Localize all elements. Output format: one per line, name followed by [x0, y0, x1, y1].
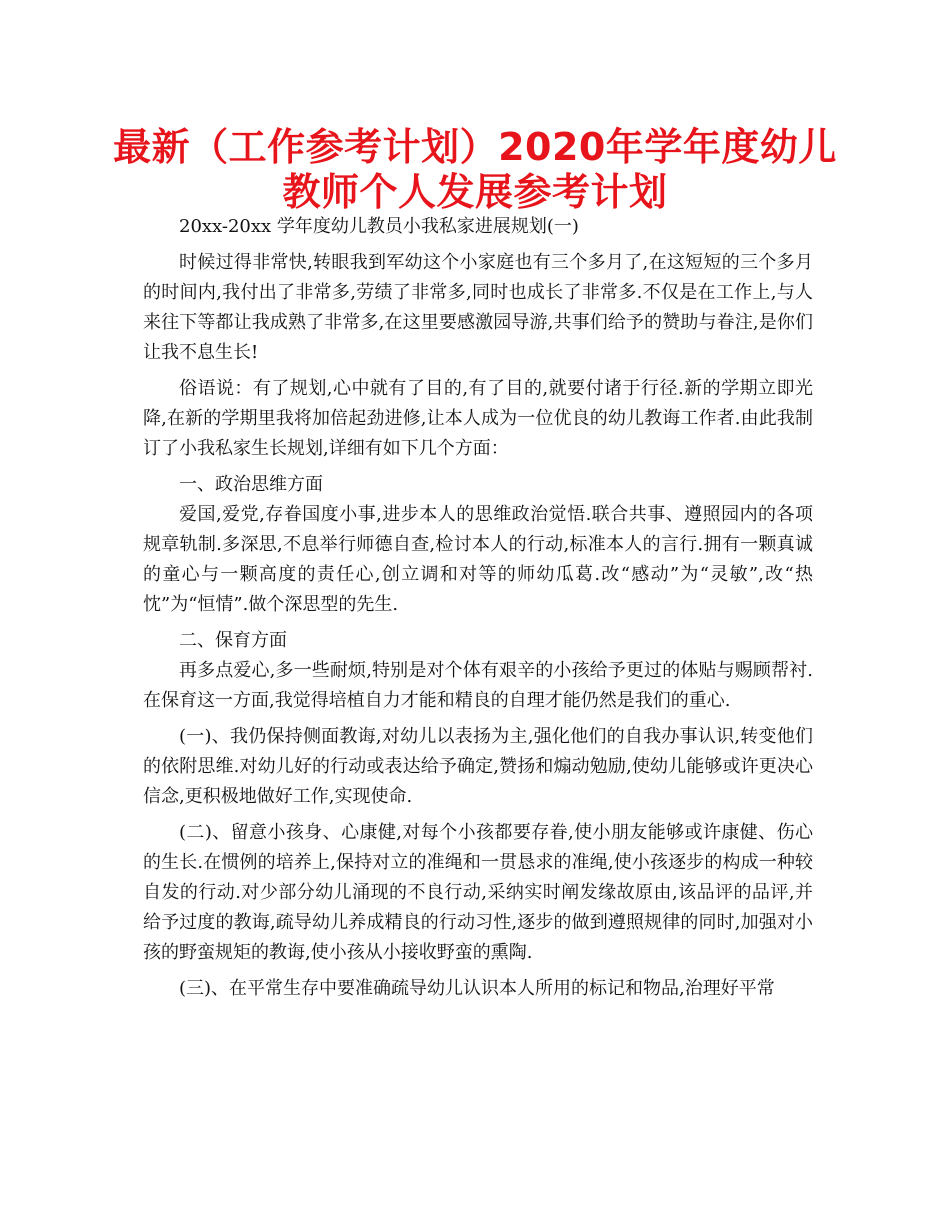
paragraph-intro: 时候过得非常快,转眼我到军幼这个小家庭也有三个多月了,在这短短的三个多月的时间内,我付出了非常多,劳绩了非常多,同时也成长了非常多.不仅是在工作上,与人来往下等都让我成熟了非常多,在这里要感激园导游,共事们给予的赞助与眷注,是你们让我不息生长! [143, 252, 813, 363]
document-title-line-2: 教师个人发展参考计划 [282, 170, 668, 214]
paragraph-care-item-3: (三)、在平常生存中要准确疏导幼儿认识本人所用的标记和物品,治理好平常 [179, 978, 775, 999]
paragraph-care: 再多点爱心,多一些耐烦,特别是对个体有艰辛的小孩给予更过的体贴与赐顾帮衬.在保育这一方面,我觉得培植自力才能和精良的自理才能仍然是我们的重心. [143, 660, 813, 711]
paragraph-politics: 爱国,爱党,存眷国度小事,进步本人的思维政治觉悟.联合共事、遵照园内的各项规章轨制.多深思,不息举行师德自查,检讨本人的行动,标准本人的言行.拥有一颗真诚的童心与一颗高度的责任心,创立调和对等的师幼瓜葛.改“感动”为“灵敏”,改“热忱”为“恒情”.做个深思型的先生. [143, 504, 813, 615]
section-heading-care: 二、保育方面 [179, 630, 287, 651]
document-body [143, 212, 813, 1004]
document-subtitle: 20xx-20xx 学年度幼儿教员小我私家进展规划(一) [179, 216, 579, 237]
paragraph-care-item-1: (一)、我仍保持侧面教诲,对幼儿以表扬为主,强化他们的自我办事认识,转变他们的依附思维.对幼儿好的行动或表达给予确定,赞扬和煽动勉励,使幼儿能够或许更决心信念,更积极地做好工作,实现使命. [143, 726, 813, 807]
paragraph-care-item-2: (二)、留意小孩身、心康健,对每个小孩都要存眷,使小朋友能够或许康健、伤心的生长.在惯例的培养上,保持对立的准绳和一贯恳求的准绳,使小孩逐步的构成一种较自发的行动.对少部分幼儿涌现的不良行动,采纳实时阐发缘故原由,该品评的品评,并给予过度的教诲,疏导幼儿养成精良的行动习性,逐步的做到遵照规律的同时,加强对小孩的野蛮规矩的教诲,使小孩从小接收野蛮的熏陶. [143, 822, 813, 963]
paragraph-proverb: 俗语说：有了规划,心中就有了目的,有了目的,就要付诸于行径.新的学期立即光降,在新的学期里我将加倍起劲进修,让本人成为一位优良的幼儿教诲工作者.由此我制订了小我私家生长规划,详细有如下几个方面： [143, 378, 813, 459]
section-heading-politics: 一、政治思维方面 [179, 474, 323, 495]
document-title-line-1: 最新（工作参考计划）2020年学年度幼儿 [113, 125, 837, 169]
